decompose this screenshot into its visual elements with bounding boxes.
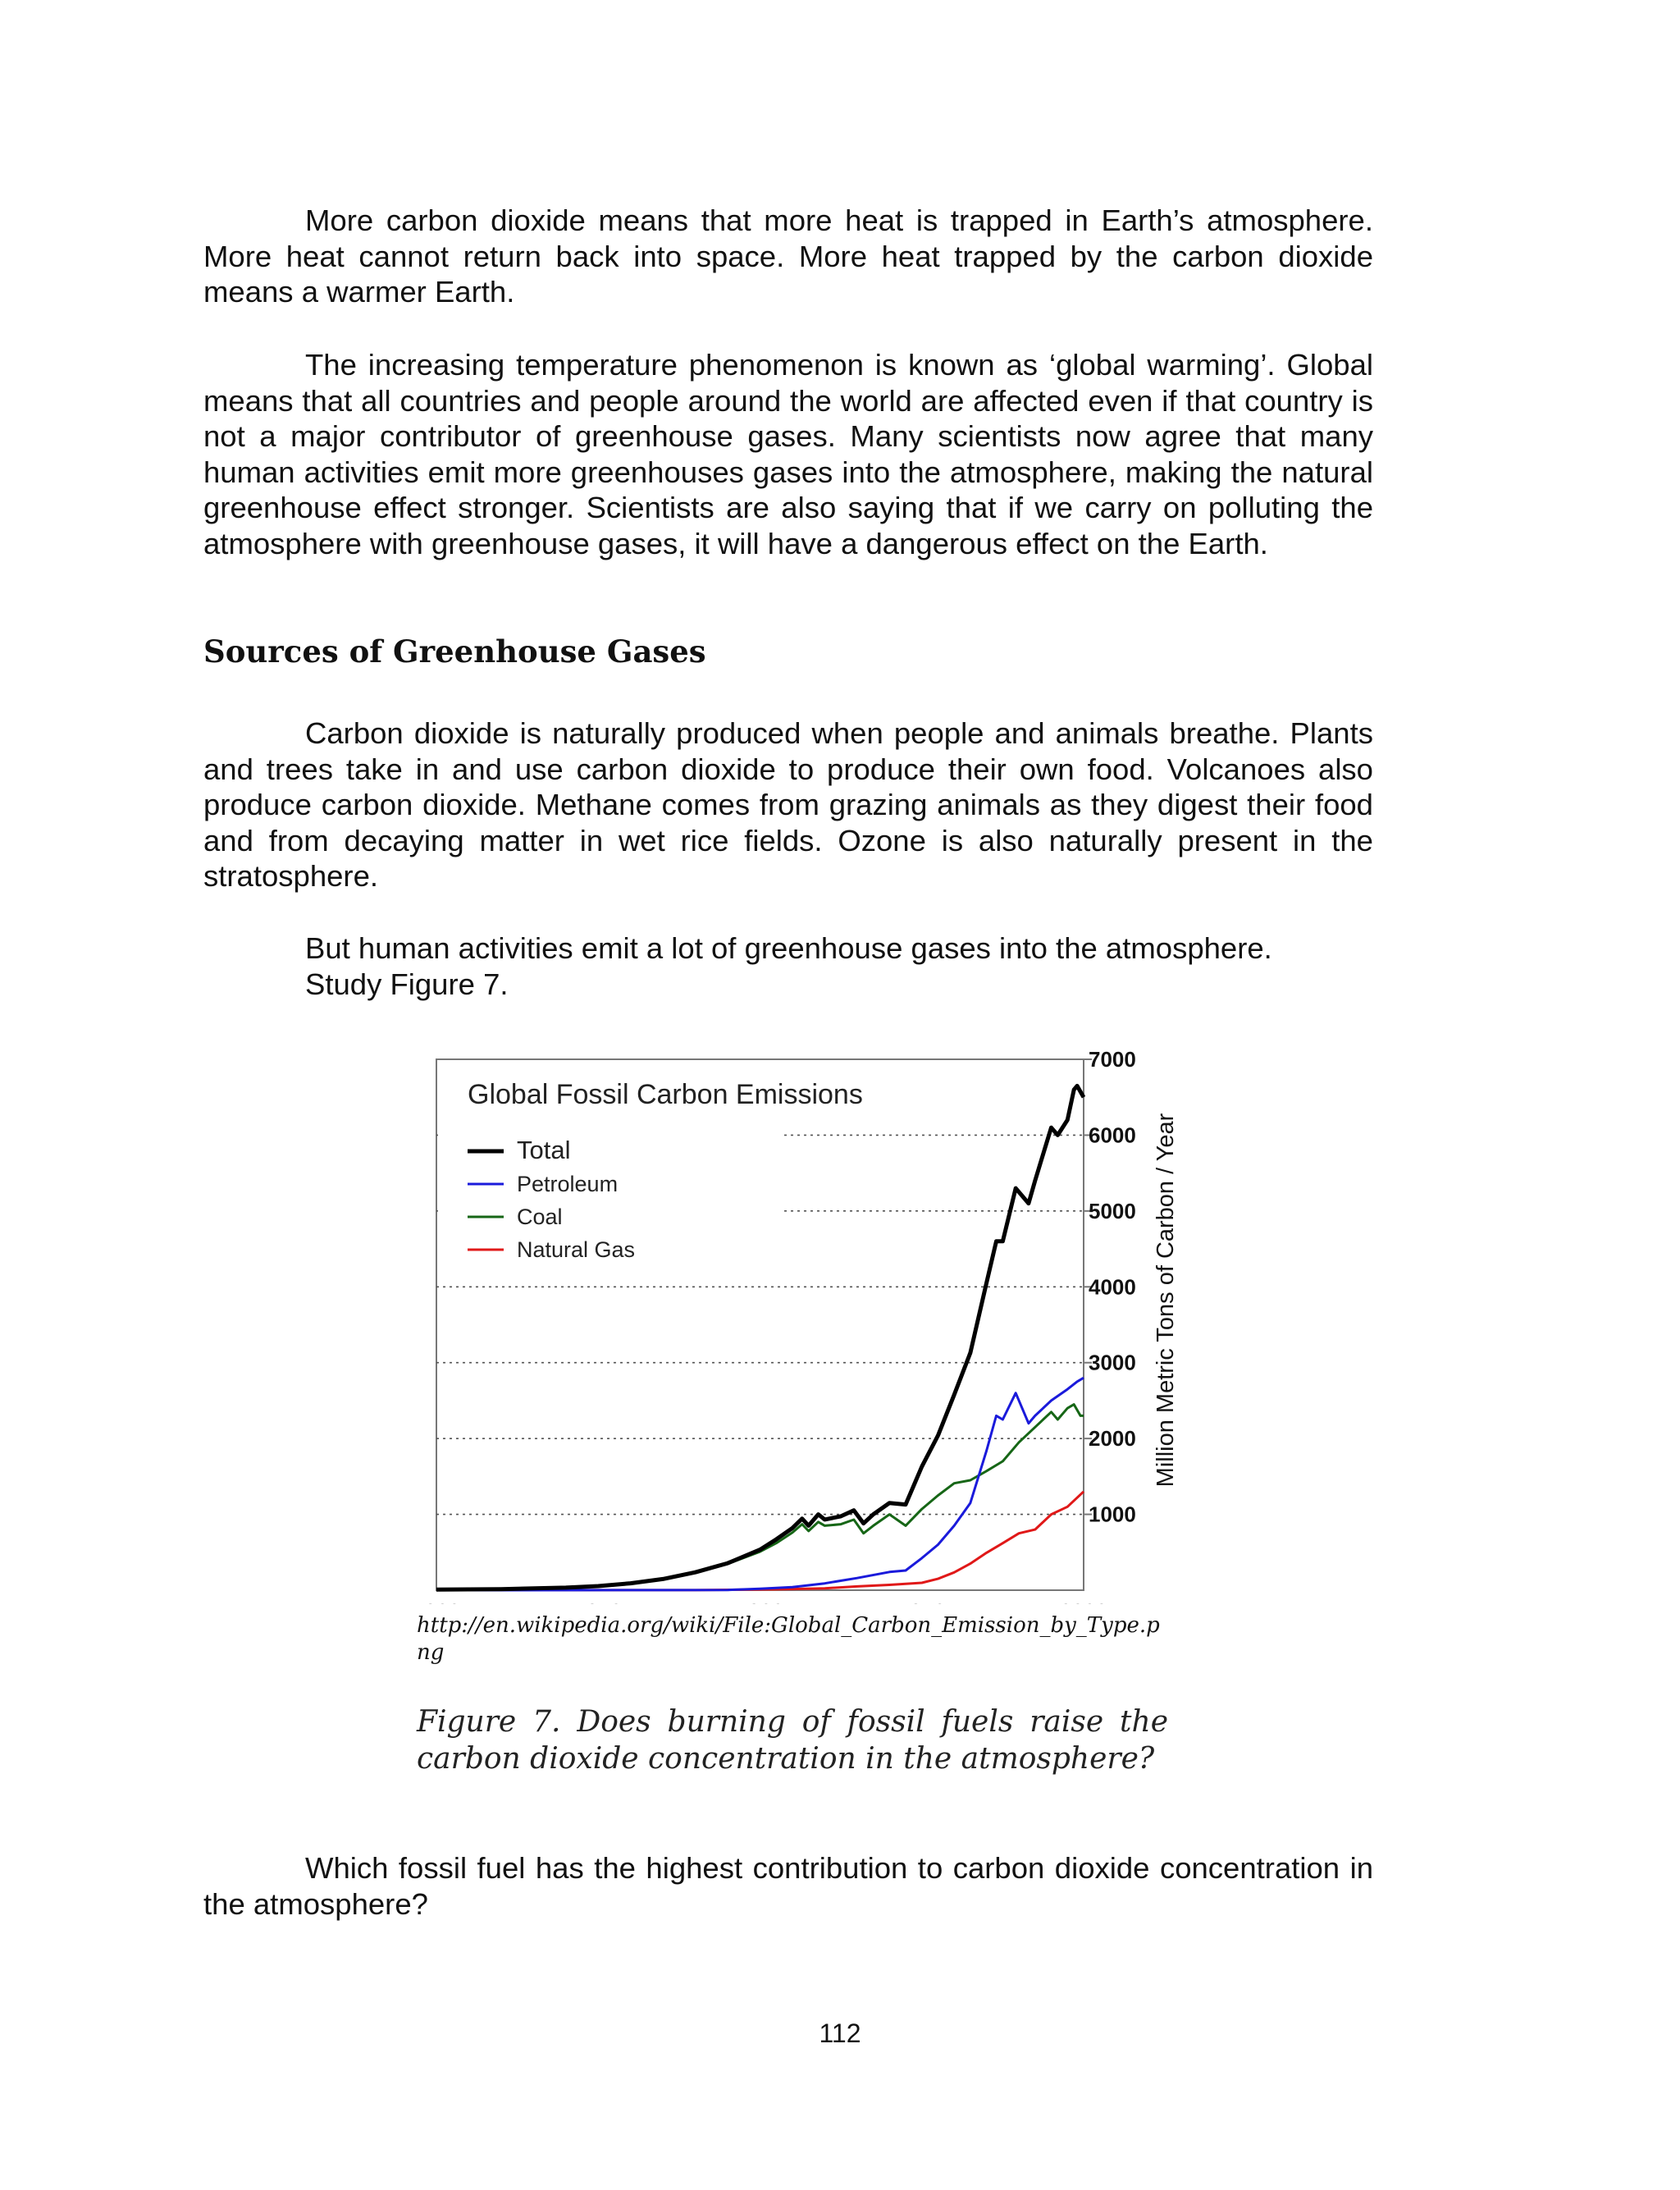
question-text: Which fossil fuel has the highest contribution to carbon dioxide concentration in the atmosphere? xyxy=(203,1851,1373,1921)
paragraph-co2-heat-text: More carbon dioxide means that more heat is trapped in Earth’s atmosphere. More heat cannot return back into space. More heat trapped by the carbon dioxide means a warmer Earth. xyxy=(203,203,1373,309)
legend-label: Coal xyxy=(517,1205,563,1229)
section-heading: Sources of Greenhouse Gases xyxy=(203,633,706,670)
y-tick-label: 2000 xyxy=(1089,1426,1136,1452)
paragraph-natural-sources-text: Carbon dioxide is naturally produced when people and animals breathe. Plants and trees take in and use carbon dioxide to produce their own food. Volcanoes also produce carbon dioxide. Methane comes from grazing animals as they digest their food and from decaying matter in wet rice fields. Ozone is also naturally present in the stratosphere. xyxy=(203,716,1373,893)
figure-caption: Figure 7. Does burning of fossil fuels raise the carbon dioxide concentration in the atmosphere? xyxy=(417,1705,1168,1776)
x-tick-label xyxy=(574,1599,622,1604)
y-tick-label: 6000 xyxy=(1089,1122,1136,1148)
paragraph-human-activities xyxy=(305,930,1372,1002)
legend-label: Total xyxy=(517,1136,571,1164)
figure-source-url[interactable]: http://en.wikipedia.org/wiki/File:Global_Carbon_Emission_by_Type.png xyxy=(417,1613,1160,1665)
figure-chart xyxy=(402,1038,1189,1678)
page-number: 112 xyxy=(819,2019,861,2048)
paragraph-human-activities-line2: Study Figure 7. xyxy=(305,967,509,1001)
x-tick-label xyxy=(737,1599,784,1604)
legend-label: Petroleum xyxy=(517,1172,619,1196)
emissions-chart xyxy=(402,1038,1189,1604)
y-axis-label: Million Metric Tons of Carbon / Year xyxy=(1153,1113,1179,1488)
y-tick-label: 1000 xyxy=(1089,1502,1136,1527)
question-paragraph xyxy=(203,1850,1373,1922)
paragraph-global-warming-text: The increasing temperature phenomenon is known as ‘global warming’. Global means that all countries and people around the world are affected even if that country is not a major contributor of greenhouse gases. Many scientists now agree that many human activities emit more greenhouses gases into the atmosphere, making the natural greenhouse effect stronger. Scientists are also saying that if we carry on polluting the atmosphere with greenhouse gases, it will have a dangerous effect on the Earth. xyxy=(203,348,1373,560)
y-tick-label: 7000 xyxy=(1089,1047,1136,1072)
legend-label: Natural Gas xyxy=(517,1237,636,1262)
y-tick-label: 5000 xyxy=(1089,1198,1136,1223)
paragraph-human-activities-line1: But human activities emit a lot of greenhouse gases into the atmosphere. xyxy=(305,931,1272,965)
x-tick-label xyxy=(898,1599,946,1604)
x-tick-label xyxy=(413,1599,460,1604)
paragraph-co2-heat xyxy=(203,203,1373,310)
chart-title: Global Fossil Carbon Emissions xyxy=(468,1079,863,1110)
y-tick-label: 3000 xyxy=(1089,1350,1136,1375)
y-tick-label: 4000 xyxy=(1089,1274,1136,1300)
paragraph-global-warming xyxy=(203,347,1373,561)
x-tick-label xyxy=(1060,1599,1107,1604)
paragraph-natural-sources xyxy=(203,716,1373,894)
